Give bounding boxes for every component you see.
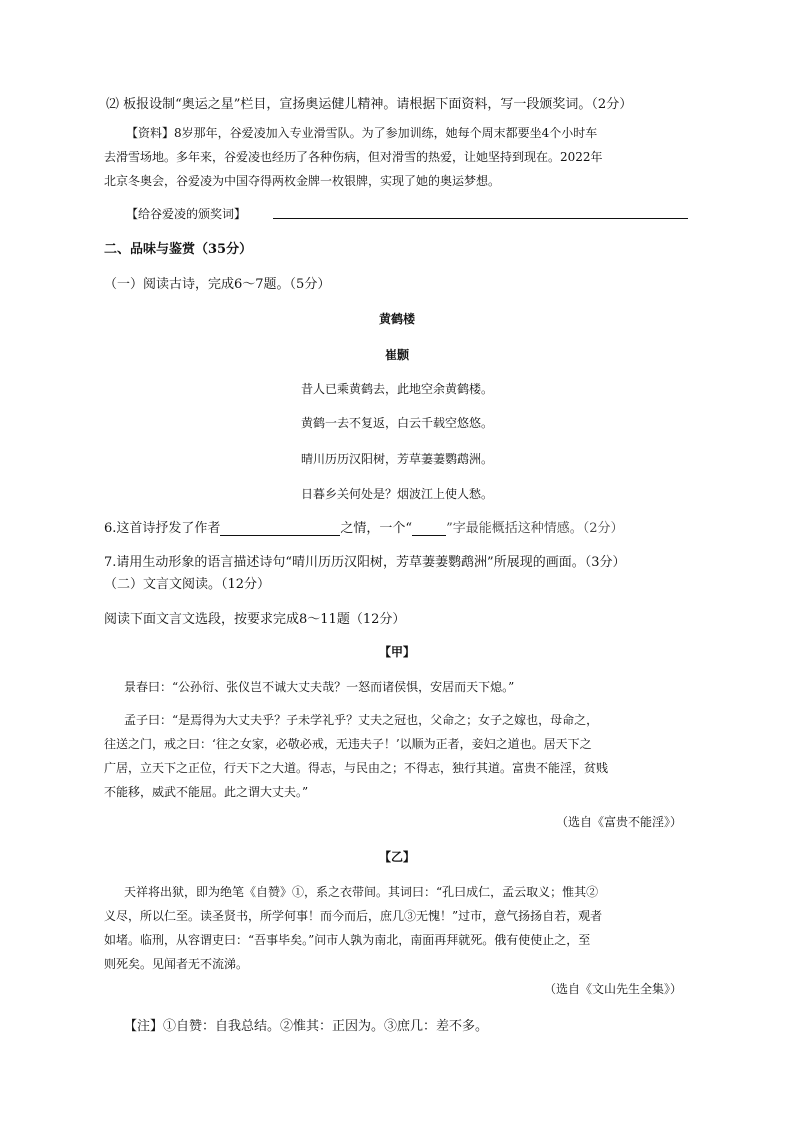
instruction: 阅读下面文言文选段，按要求完成8～11题（12分）	[104, 612, 406, 627]
q6-text-before: 6.这首诗抒发了作者	[104, 521, 221, 536]
jia-line-2: 孟子曰：“是焉得为大丈夫乎？子未学礼乎？丈夫之冠也，父命之；女子之嫁也，母命之，	[124, 713, 599, 727]
jia-source: （选自《富贵不能淫》）	[555, 815, 682, 829]
poem-line-3: 晴川历历汉阳树，芳草萋萋鹦鹉洲。	[300, 452, 493, 466]
poem-line-4: 日暮乡关何处是？烟波江上使人愁。	[300, 487, 493, 501]
award-answer-line[interactable]	[273, 218, 688, 219]
jia-line-4: 广居，立天下之正位，行天下之大道。得志，与民由之；不得志，独行其道。富贵不能淫，贫贱	[104, 761, 609, 775]
part2-heading: （二）文言文阅读。（12分）	[104, 577, 271, 592]
jia-line-3: 往送之门，戒之曰：‘往之女家，必敬必戒，无违夫子！’以顺为正者，妾妇之道也。居天下之	[104, 737, 592, 751]
material-line-3: 北京冬奥会，谷爱凌为中国夺得两枚金牌一枚银牌，实现了她的奥运梦想。	[104, 174, 501, 188]
part1-heading: （一）阅读古诗，完成6～7题。（5分）	[104, 277, 331, 292]
yi-line-4: 则死矣。见闻者无不流涕。	[104, 957, 249, 971]
award-label: 【给谷爱凌的颁奖词】	[126, 207, 247, 221]
jia-line-1: 景春曰：“公孙衍、张仪岂不诚大丈夫哉？一怒而诸侯惧，安居而天下熄。”	[124, 680, 515, 694]
footnote: 【注】①自赞：自我总结。②惟其：正因为。③庶几：差不多。	[124, 1019, 489, 1034]
q6-blank-word[interactable]	[412, 521, 446, 536]
material-line-1: 【资料】8岁那年，谷爱凌加入专业滑雪队。为了参加训练，她每个周末都要坐4个小时车	[126, 126, 598, 140]
jia-label: 【甲】	[378, 645, 415, 659]
yi-line-3: 如堵。临刑，从容谓吏曰：“吾事毕矣。”问市人孰为南北，南面再拜就死。俄有使使止之，至	[104, 933, 591, 947]
q6-blank-emotion[interactable]	[220, 521, 340, 536]
yi-source: （选自《文山先生全集》）	[543, 982, 682, 996]
yi-label: 【乙】	[378, 850, 415, 864]
q6	[104, 517, 623, 536]
poem-title: 黄鹤楼	[378, 312, 415, 326]
q6-text-after: ”字最能概括这种情感。（2分）	[446, 521, 624, 536]
yi-line-1: 天祥将出狱，即为绝笔《自赞》①，系之衣带间。其词曰：“孔曰成仁，孟云取义；惟其②	[124, 885, 599, 899]
q6-text-middle: 之情，一个“	[340, 521, 413, 536]
poem-line-1: 昔人已乘黄鹤去，此地空余黄鹤楼。	[300, 382, 493, 396]
jia-line-5: 不能移，威武不能屈。此之谓大丈夫。”	[104, 785, 309, 799]
yi-line-2: 义尽，所以仁至。读圣贤书，所学何事！而今而后，庶几③无愧！”过市，意气扬扬自若，观者	[104, 909, 603, 923]
section-heading: 二、品味与鉴赏（35分）	[104, 242, 253, 257]
material-line-2: 去滑雪场地。多年来，谷爱凌也经历了各种伤病，但对滑雪的热爱，让她坚持到现在。2022年	[104, 150, 603, 164]
poem-author: 崔颢	[384, 348, 409, 362]
q7: 7.请用生动形象的语言描述诗句“晴川历历汉阳树，芳草萋萋鹦鹉洲”所展现的画面。（3分）	[104, 555, 626, 570]
q2-prompt: ⑵ 板报设制“奥运之星”栏目，宣扬奥运健儿精神。请根据下面资料，写一段颁奖词。（2分）	[106, 97, 633, 112]
poem-line-2: 黄鹤一去不复返，白云千载空悠悠。	[300, 416, 493, 430]
